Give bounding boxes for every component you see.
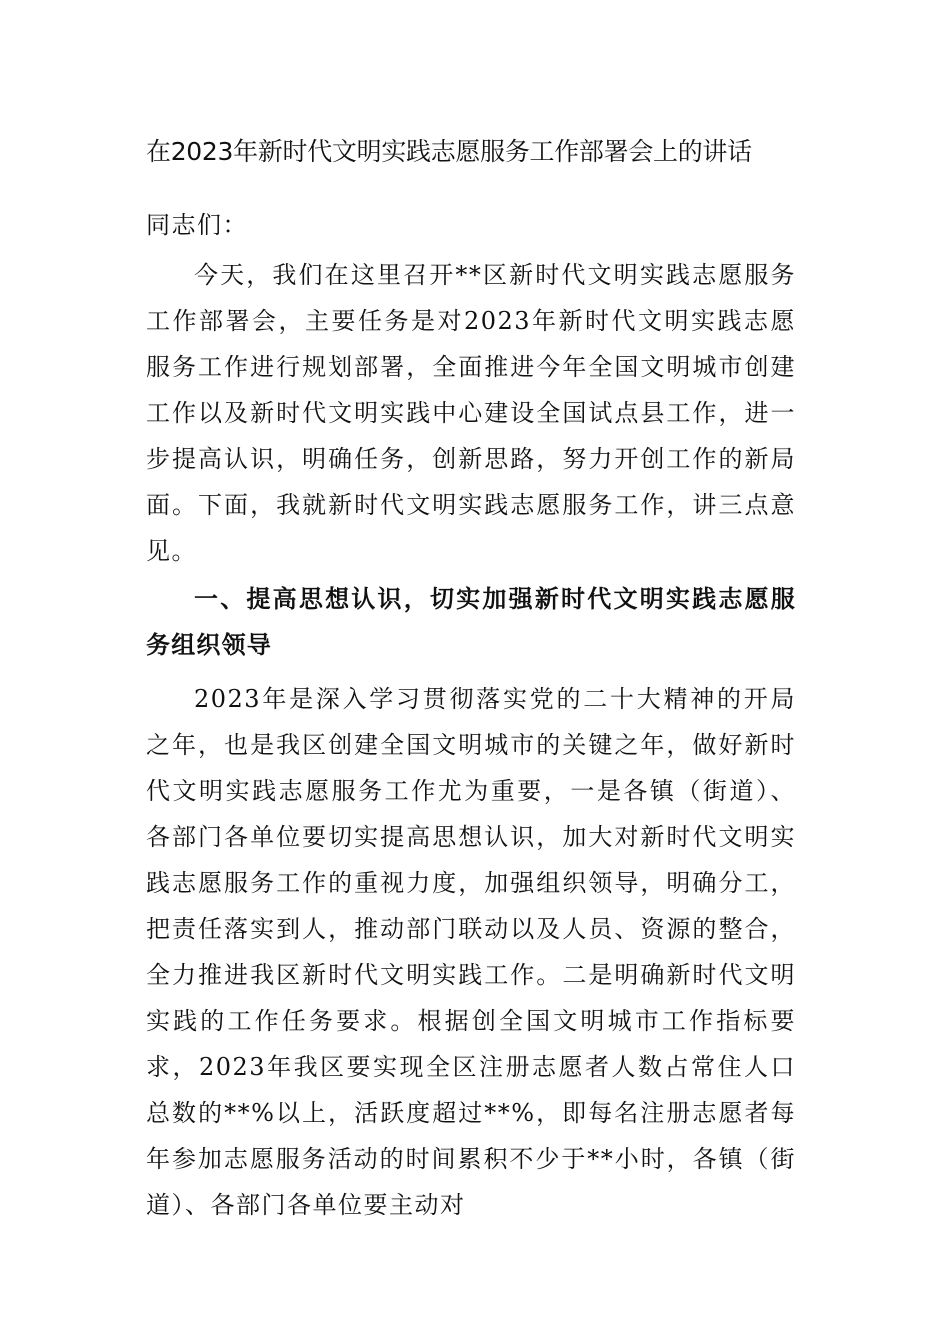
greeting: 同志们： xyxy=(146,211,248,239)
paragraph-intro: 今天，我们在这里召开**区新时代文明实践志愿服务工作部署会，主要任务是对2023年新时代文明实践志愿服务工作进行规划部署，全面推进今年全国文明城市创建工作以及新时代文明实践中心建设全国试点县工作，进一步提高认识，明确任务，创新思路，努力开创工作的新局面。下面，我就新时代文明实践志愿服务工作，讲三点意见。 xyxy=(146,261,796,565)
paragraph-section-1: 2023年是深入学习贯彻落实党的二十大精神的开局之年，也是我区创建全国文明城市的关键之年，做好新时代文明实践志愿服务工作尤为重要，一是各镇（街道）、各部门各单位要切实提高思想认识，加大对新时代文明实践志愿服务工作的重视力度，加强组织领导，明确分工，把责任落实到人，推动部门联动以及人员、资源的整合，全力推进我区新时代文明实践工作。二是明确新时代文明实践的工作任务要求。根据创全国文明城市工作指标要求，2023年我区要实现全区注册志愿者人数占常住人口总数的**%以上，活跃度超过**%，即每名注册志愿者每年参加志愿服务活动的时间累积不少于**小时，各镇（街道）、各部门各单位要主动对 xyxy=(146,685,796,1219)
section-heading-1: 一、提高思想认识，切实加强新时代文明实践志愿服务组织领导 xyxy=(146,585,796,659)
document-title: 在2023年新时代文明实践志愿服务工作部署会上的讲话 xyxy=(146,137,752,166)
